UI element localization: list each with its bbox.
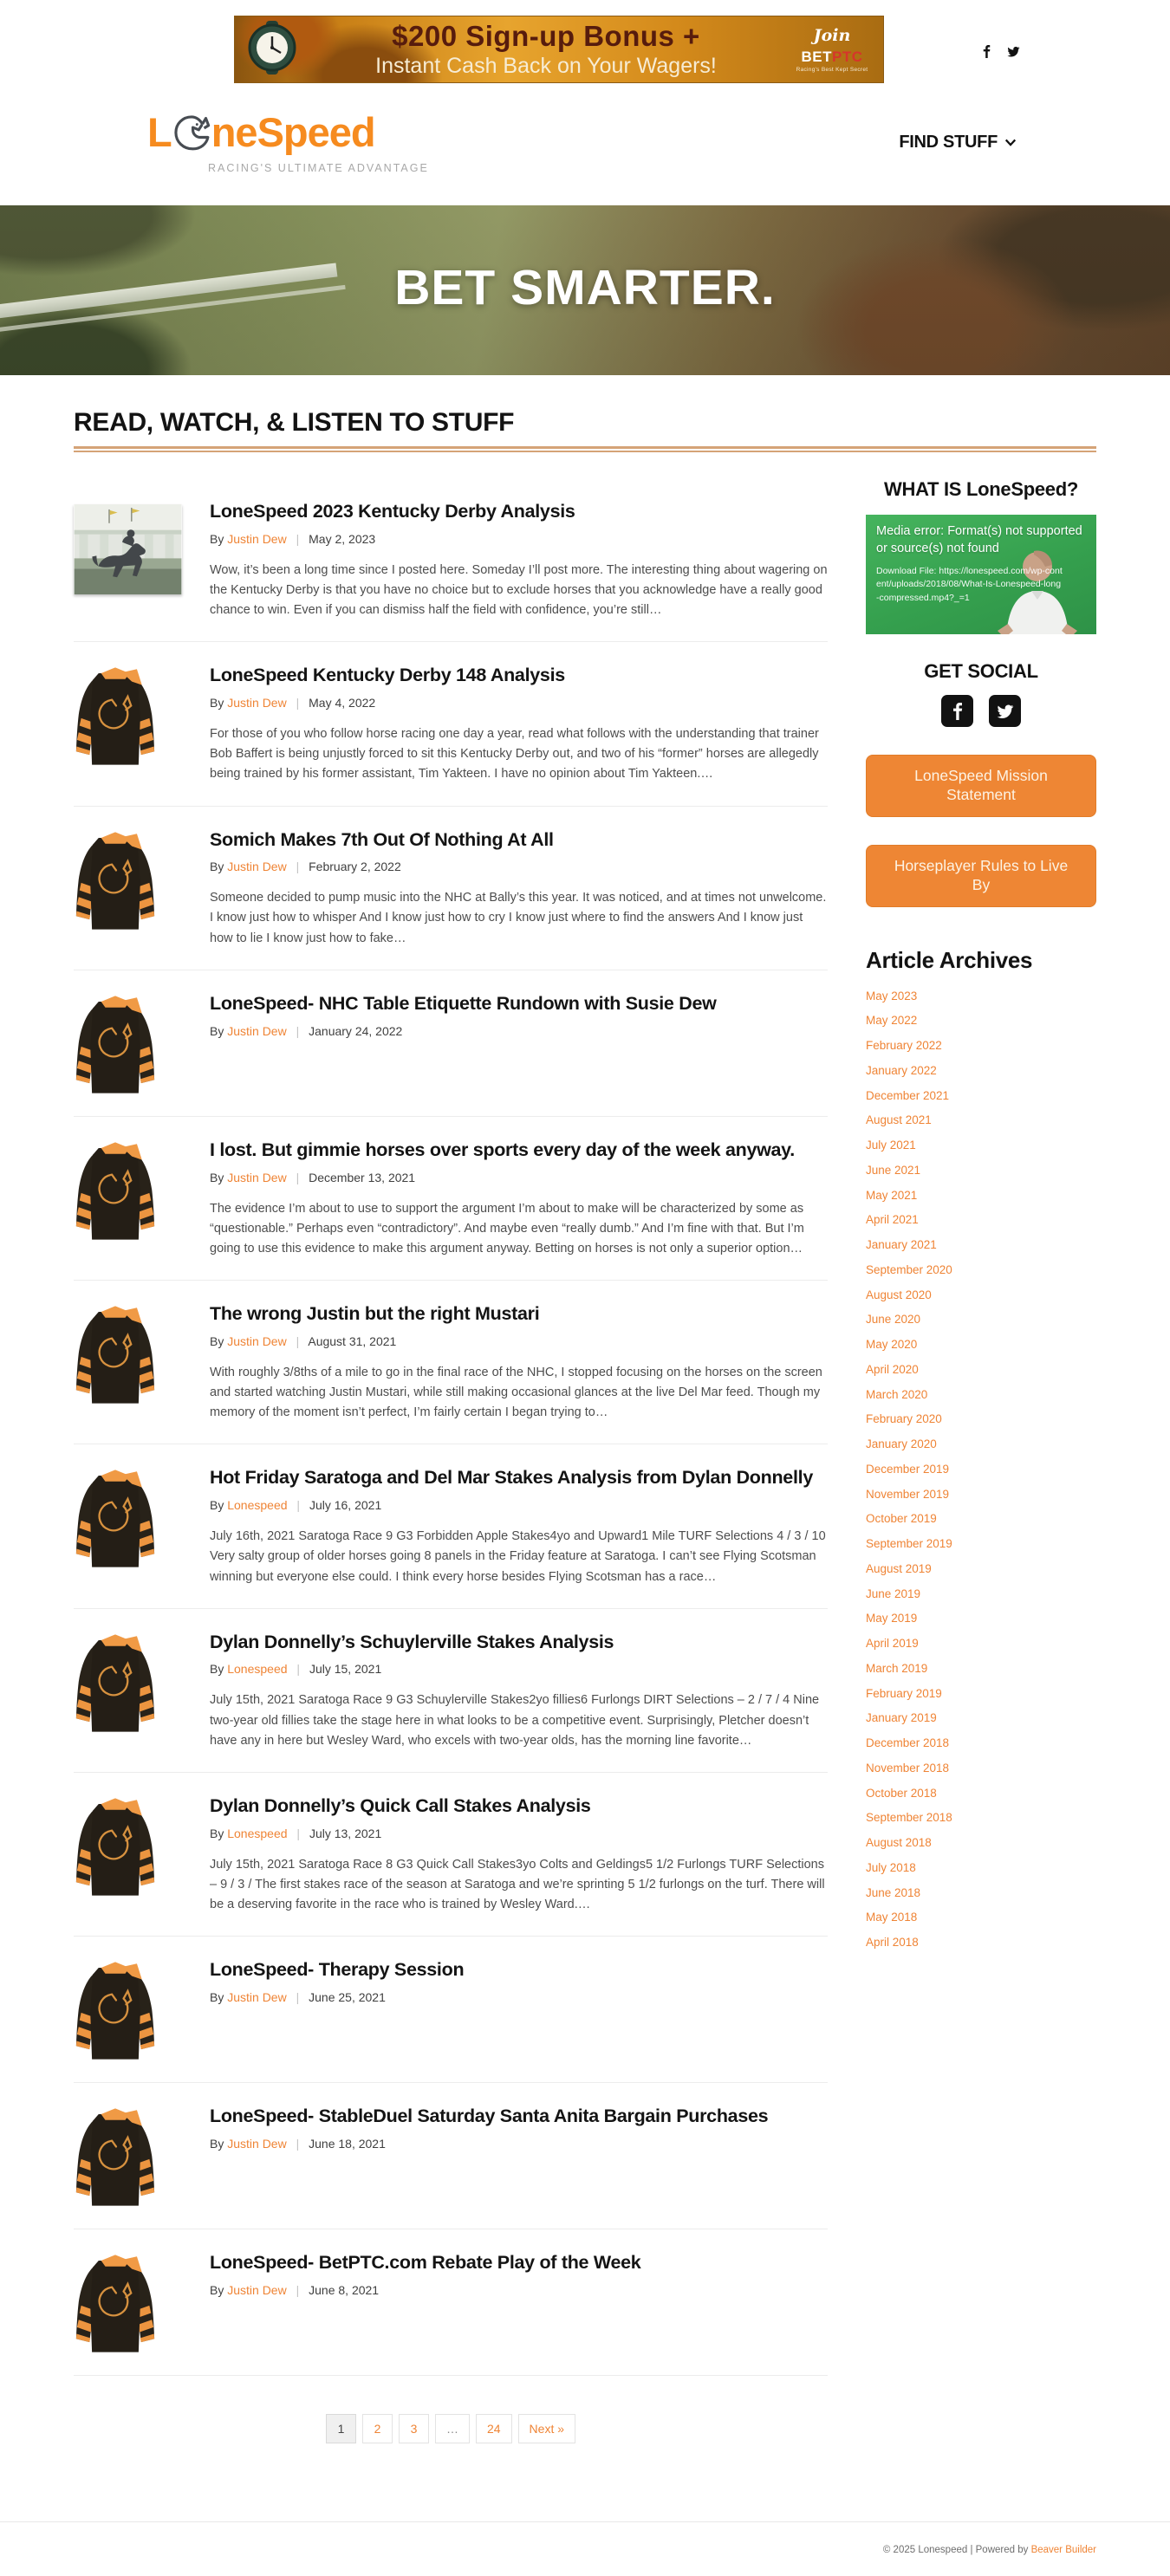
article-thumbnail[interactable] [74,1139,182,1259]
byline-separator: | [296,1826,301,1840]
nav-find-stuff[interactable]: FIND STUFF [899,133,1017,152]
article-body [210,1467,828,1586]
byline-by-label: By [210,1170,224,1184]
article-title-link[interactable]: Somich Makes 7th Out Of Nothing At All [210,828,554,850]
jockey-silks-image [74,1959,157,2061]
archive-link[interactable]: January 2020 [866,1437,937,1450]
article-list [74,478,828,2443]
article-date: August 31, 2021 [308,1333,397,1348]
article-title-link[interactable]: LoneSpeed- Therapy Session [210,1959,465,1981]
jockey-silks-image [74,829,157,931]
logo-rest: neSpeed [211,109,375,155]
byline-by-label: By [210,860,224,874]
twitter-icon[interactable] [1007,45,1020,58]
archive-link[interactable]: March 2020 [866,1387,928,1401]
article-body [210,665,828,784]
pagination [74,2414,828,2443]
archive-link[interactable]: February 2019 [866,1686,942,1700]
facebook-square-icon[interactable] [941,695,973,727]
jockey-silks-image [74,2252,157,2354]
jockey-silks-image [74,1795,157,1898]
article-row [74,1444,828,1608]
archive-link[interactable]: September 2020 [866,1262,952,1276]
byline-by-label: By [210,2282,224,2297]
article-row [74,2083,828,2229]
byline-by-label: By [210,531,224,546]
byline-by-label: By [210,2136,224,2151]
article-byline [210,1662,828,1676]
site-footer [0,2521,1170,2576]
article-body [210,829,828,949]
archive-link[interactable]: August 2018 [866,1836,932,1849]
byline-by-label: By [210,1333,224,1348]
archive-list [866,984,1096,1956]
article-byline [210,2283,828,2297]
facebook-icon[interactable] [980,45,993,58]
archive-link[interactable]: February 2020 [866,1412,942,1426]
article-date: July 15, 2021 [309,1662,382,1677]
archive-link[interactable]: July 2018 [866,1860,916,1874]
jockey-silks-image [74,1632,157,1734]
horse-head-icon [172,114,211,152]
article-body [210,2106,828,2208]
article-byline [210,2137,828,2151]
ad-brand-block [790,26,883,73]
archive-link[interactable]: September 2018 [866,1811,952,1825]
byline-by-label: By [210,1989,224,2004]
article-excerpt: July 15th, 2021 Saratoga Race 8 G3 Quick Call Stakes3yo Colts and Geldings5 1/2 Furlongs TURF Selections – 9 / 3 / The first stakes race of the season at Saratoga and we’re sprinting 5 1/2 furlongs on the turf. There will be a deserving favorite in the race who is trained by Wesley Ward.… [210,1857,825,1912]
article-body [210,1795,828,1915]
article-author-link[interactable]: Justin Dew [227,860,287,874]
article-date: December 13, 2021 [309,1170,416,1184]
jockey-silks-image [74,665,157,767]
archive-link[interactable]: June 2019 [866,1586,921,1600]
pagination-ellipsis: … [435,2414,470,2443]
article-body [210,1303,828,1423]
byline-separator: | [296,860,300,874]
archive-link[interactable]: April 2019 [866,1637,919,1650]
article-author-link[interactable]: Justin Dew [227,2136,287,2151]
article-excerpt: The evidence I’m about to use to support the argument I’m about to make will be characterized by some as “questionable.” Perhaps even “contradictory”. And maybe even “really dumb.” And I’m fine with that. But I’m going to use this evidence to make this argument anyway. Betting on horses is not only a superior option… [210,1201,804,1256]
article-author-link[interactable]: Justin Dew [227,1989,287,2004]
article-thumbnail[interactable] [74,1303,182,1423]
horseplayer-rules-button[interactable]: Horseplayer Rules to Live By [866,845,1096,907]
archive-link[interactable]: March 2019 [866,1661,928,1675]
article-author-link[interactable]: Justin Dew [227,696,287,710]
archive-link[interactable]: June 2021 [866,1163,921,1177]
byline-separator: | [296,2282,300,2297]
jockey-silks-image [74,993,157,1095]
article-body [210,1959,828,2061]
article-title-link[interactable]: Hot Friday Saratoga and Del Mar Stakes Analysis from Dylan Donnelly [210,1467,813,1489]
archive-link[interactable]: May 2018 [866,1911,918,1924]
article-byline [210,532,828,546]
archive-link[interactable]: August 2020 [866,1288,932,1301]
mission-statement-button[interactable]: LoneSpeed Mission Statement [866,755,1096,817]
top-social-icons [980,45,1020,58]
article-body [210,2252,828,2354]
archive-link[interactable]: June 2020 [866,1313,921,1327]
article-byline [210,1024,828,1038]
archive-link[interactable]: August 2021 [866,1113,932,1127]
jockey-silks-image [74,1467,157,1569]
article-author-link[interactable]: Lonespeed [227,1662,288,1677]
pagination-next-button[interactable]: Next » [518,2414,575,2443]
ad-subline: Instant Cash Back on Your Wagers! [375,54,717,79]
betptc-logo: BETPTC [801,49,863,65]
archive-link[interactable]: May 2021 [866,1188,918,1202]
article-date: January 24, 2022 [309,1023,403,1038]
article-author-link[interactable]: Justin Dew [227,1333,287,1348]
article-row [74,2229,828,2376]
article-excerpt: July 15th, 2021 Saratoga Race 9 G3 Schuylerville Stakes2yo fillies6 Furlongs DIRT Selections – 2 / 7 / 4 Nine two-year old fillies take the stage here in what looks to be a competitive event. Surprisingly, Pletcher doesn’t have any in here but Wesley Ward, who excels with two-year olds, has the morning line favorite… [210,1693,820,1748]
article-title-link[interactable]: LoneSpeed- StableDuel Saturday Santa Anita Bargain Purchases [210,2106,769,2127]
article-author-link[interactable]: Justin Dew [227,2282,287,2297]
archive-link[interactable]: September 2019 [866,1537,952,1550]
article-title-link[interactable]: LoneSpeed- NHC Table Etiquette Rundown with Susie Dew [210,992,717,1014]
article-row [74,478,828,642]
article-body [210,501,828,620]
copyright-text: © 2025 Lonespeed | Powered by [882,2545,1029,2556]
byline-separator: | [296,696,300,710]
sidebar [866,478,1096,2443]
article-title-link[interactable]: I lost. But gimmie horses over sports every day of the week anyway. [210,1139,795,1160]
logo-tagline: RACING'S ULTIMATE ADVANTAGE [208,162,429,174]
ad-join-text: Join [813,26,851,45]
article-thumbnail[interactable] [74,501,182,620]
article-date: February 2, 2022 [309,860,401,874]
article-row [74,1773,828,1937]
section-title: READ, WATCH, & LISTEN TO STUFF [74,408,515,437]
article-byline [210,1827,828,1840]
article-thumbnail[interactable] [74,1795,182,1915]
archive-link[interactable]: April 2020 [866,1362,919,1376]
article-author-link[interactable]: Lonespeed [227,1826,288,1840]
article-author-link[interactable]: Lonespeed [227,1498,288,1513]
site-header [0,100,1170,205]
twitter-square-icon[interactable] [989,695,1021,727]
article-row [74,970,828,1117]
byline-by-label: By [210,1023,224,1038]
article-body [210,1632,828,1751]
betptc-ad-banner[interactable] [234,16,884,83]
archive-link[interactable]: November 2018 [866,1761,950,1775]
clock-icon [235,16,309,83]
logo[interactable] [147,108,375,156]
byline-separator: | [296,531,300,546]
top-ad-bar [74,0,1096,100]
article-excerpt: Wow, it’s been a long time since I posted here. Someday I’ll post more. The interesting thing about wagering on the Kentucky Derby is that you have no choice but to exclude horses that you acknowledge have a really good chance to win. Even if you can dismiss half the field with confidence, you’re still… [210,562,828,618]
article-date: July 13, 2021 [309,1826,382,1840]
beaver-builder-link[interactable]: Beaver Builder [1030,2545,1096,2556]
archive-link[interactable]: April 2021 [866,1213,919,1227]
article-byline [210,696,828,710]
article-title-link[interactable]: The wrong Justin but the right Mustari [210,1303,540,1325]
article-row [74,807,828,970]
article-byline [210,1334,828,1348]
article-thumbnail[interactable] [74,665,182,784]
article-row [74,1117,828,1281]
article-excerpt: With roughly 3/8ths of a mile to go in the final race of the NHC, I stopped focusing on the horses on the screen and started watching Justin Mustari, while still making occasional glances at the live Del Mar feed. Though my memory of the moment isn’t perfect, I’m fairly certain I began trying to… [210,1365,822,1420]
chevron-down-icon [1004,139,1017,146]
article-date: May 4, 2022 [309,696,376,710]
article-archives-title: Article Archives [866,946,1033,973]
video-player[interactable] [866,515,1096,634]
jockey-silks-image [74,1303,157,1405]
logo-letter-l: L [147,109,172,155]
article-thumbnail[interactable] [74,1632,182,1751]
article-date: June 18, 2021 [309,2136,386,2151]
article-title-link[interactable]: LoneSpeed Kentucky Derby 148 Analysis [210,665,565,686]
derby-statue-image [74,504,182,594]
article-byline [210,1171,828,1184]
article-excerpt: Someone decided to pump music into the NHC at Bally’s this year. It was noticed, and at times not unwelcome. I know just how to whisper And I know just how to cry I know just where to find the answers And I know just how to lie I know just how to fake… [210,891,827,945]
archive-link[interactable]: December 2021 [866,1088,950,1102]
byline-separator: | [296,1333,300,1348]
article-row [74,1937,828,2083]
archive-link[interactable]: July 2021 [866,1139,916,1152]
pagination-page[interactable]: 24 [476,2414,512,2443]
article-date: May 2, 2023 [309,531,376,546]
article-date: June 8, 2021 [309,2282,380,2297]
jockey-silks-image [74,1139,157,1242]
byline-separator: | [296,2136,300,2151]
article-author-link[interactable]: Justin Dew [227,1170,287,1184]
byline-separator: | [296,1498,301,1513]
article-author-link[interactable]: Justin Dew [227,1023,287,1038]
archive-link[interactable]: May 2022 [866,1014,918,1028]
article-title-link[interactable]: Dylan Donnelly’s Schuylerville Stakes Analysis [210,1631,614,1652]
article-row [74,642,828,806]
pagination-page[interactable]: 3 [399,2414,429,2443]
article-thumbnail[interactable] [74,1467,182,1586]
archive-link[interactable]: October 2018 [866,1786,937,1800]
article-title-link[interactable]: LoneSpeed- BetPTC.com Rebate Play of the Week [210,2252,641,2274]
jockey-silks-image [74,2106,157,2208]
archive-link[interactable]: November 2019 [866,1487,950,1501]
byline-separator: | [296,1023,300,1038]
byline-separator: | [296,1170,300,1184]
section-divider [74,446,1096,452]
archive-link[interactable]: December 2019 [866,1462,950,1476]
archive-link[interactable]: February 2022 [866,1039,942,1052]
main-content [0,375,1170,2521]
archive-link[interactable]: May 2023 [866,989,918,1002]
archive-link[interactable]: January 2021 [866,1238,937,1251]
article-body [210,1139,828,1259]
byline-by-label: By [210,1498,224,1513]
article-byline [210,1498,828,1512]
archive-link[interactable]: January 2019 [866,1711,937,1725]
article-thumbnail[interactable] [74,829,182,949]
article-byline [210,860,828,873]
archive-link[interactable]: December 2018 [866,1736,950,1749]
article-title-link[interactable]: LoneSpeed 2023 Kentucky Derby Analysis [210,501,575,522]
article-body [210,993,828,1095]
byline-by-label: By [210,1662,224,1677]
archive-link[interactable]: August 2019 [866,1561,932,1575]
article-byline [210,1990,828,2004]
media-error-message: Media error: Format(s) not supported or source(s) not found Download File: https://lonespeed.com/wp-content/uploads/2018/08/What-Is-Lonespeed-long-compressed.mp4?_=1 [876,524,1082,603]
article-thumbnail[interactable] [74,2252,182,2354]
hero-video-banner [0,205,1170,375]
byline-separator: | [296,1662,301,1677]
pagination-page[interactable]: 2 [362,2414,393,2443]
pagination-current-page: 1 [326,2414,356,2443]
article-date: June 25, 2021 [309,1989,386,2004]
article-author-link[interactable]: Justin Dew [227,531,287,546]
article-date: July 16, 2021 [309,1498,382,1513]
article-title-link[interactable]: Dylan Donnelly’s Quick Call Stakes Analysis [210,1794,591,1816]
betptc-tagline: Racing's Best Kept Secret [796,67,868,73]
get-social-title: GET SOCIAL [924,660,1038,682]
archive-link[interactable]: October 2019 [866,1512,937,1526]
hero-title: BET SMARTER. [394,260,776,315]
archive-link[interactable]: April 2018 [866,1936,919,1949]
archive-link[interactable]: January 2022 [866,1063,937,1077]
byline-by-label: By [210,696,224,710]
archive-link[interactable]: June 2018 [866,1885,921,1899]
article-row [74,1281,828,1444]
article-thumbnail[interactable] [74,1959,182,2061]
article-thumbnail[interactable] [74,2106,182,2208]
archive-link[interactable]: May 2020 [866,1338,918,1351]
ad-text [309,21,790,79]
article-thumbnail[interactable] [74,993,182,1095]
archive-link[interactable]: May 2019 [866,1612,918,1625]
ad-headline: $200 Sign-up Bonus + [392,19,700,52]
article-excerpt: July 16th, 2021 Saratoga Race 9 G3 Forbidden Apple Stakes4yo and Upward1 Mile TURF Selections 4 / 3 / 10 Very salty group of older horses going 8 panels in the Friday feature at Saratoga. I can’t see Flying Scotsman winning but everyone else could. I think every horse besides Flying Scotsman has a race… [210,1529,826,1584]
what-is-lonespeed-title: WHAT IS LoneSpeed? [884,478,1078,500]
byline-separator: | [296,1989,300,2004]
article-row [74,1609,828,1773]
byline-by-label: By [210,1826,224,1840]
article-excerpt: For those of you who follow horse racing one day a year, read what follows with the understanding that trainer Bob Baffert is being unjustly forced to sit this Kentucky Derby out, and two of his “former” horses are allegedly being trained by his former assistant, Tim Yakteen. I have no opinion about Tim Yakteen.… [210,727,819,782]
